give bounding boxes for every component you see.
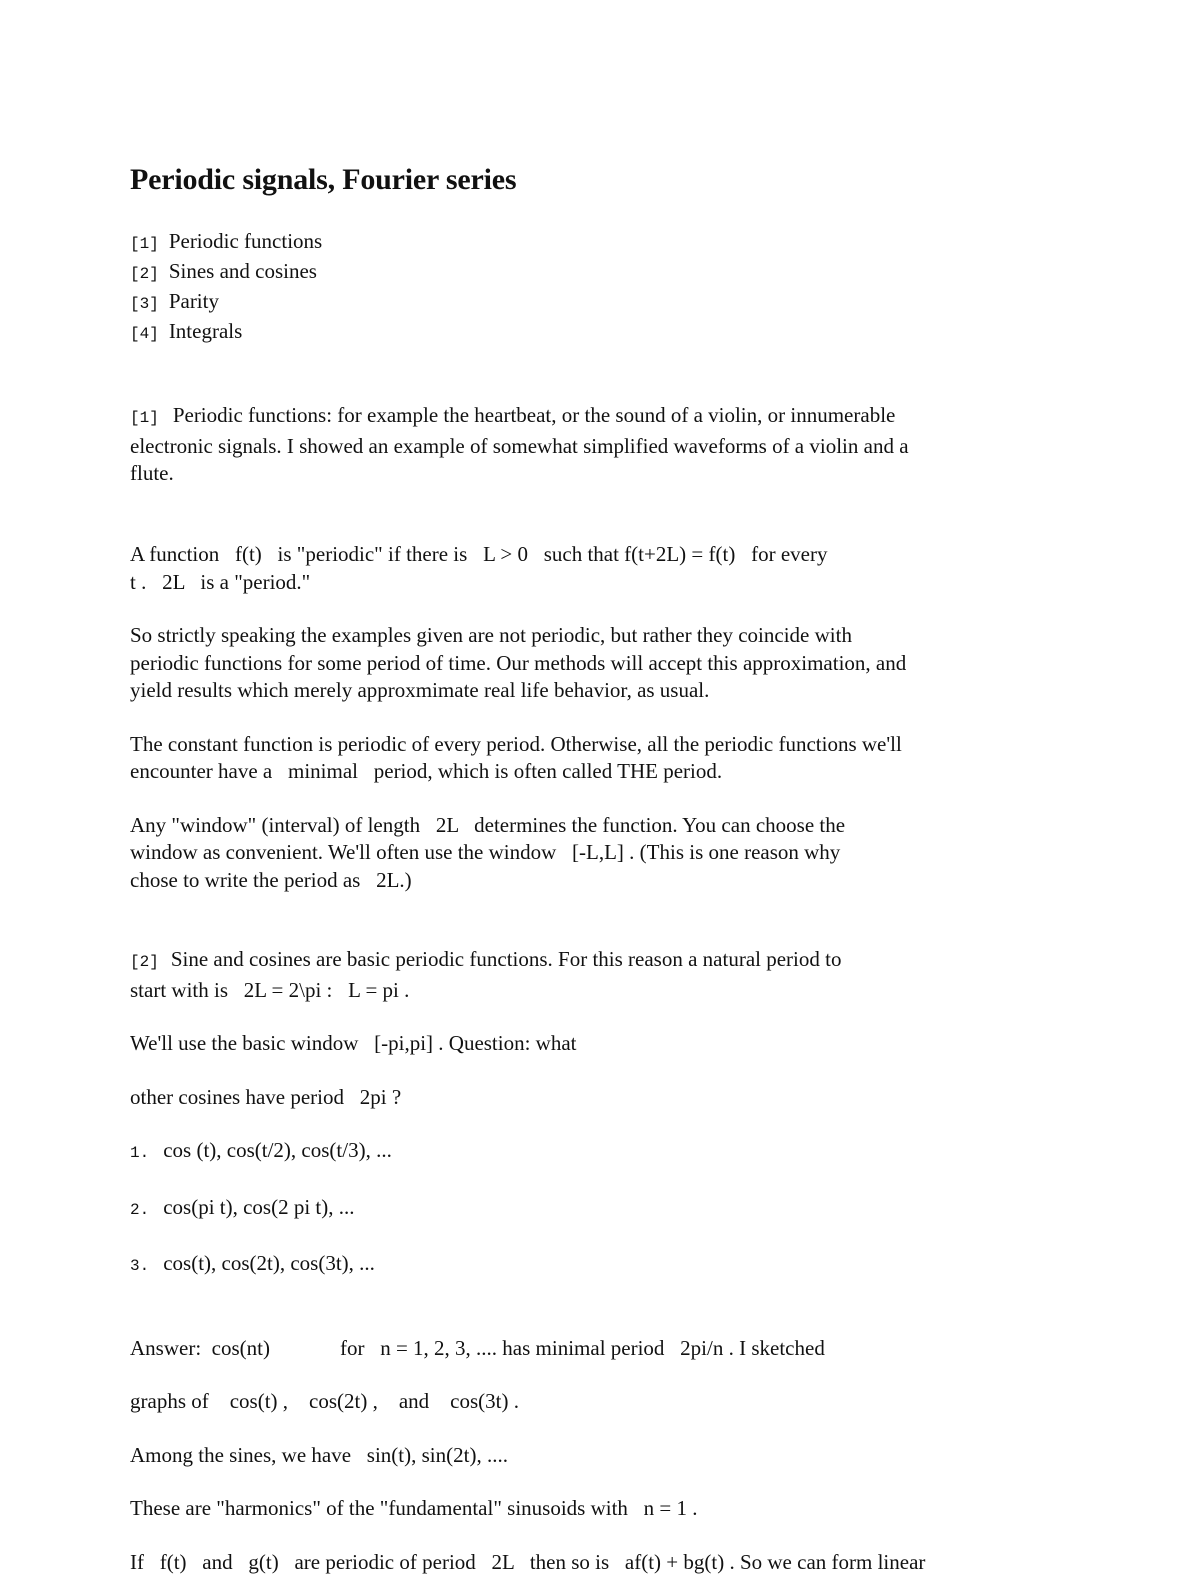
toc-item <box>130 228 1030 258</box>
text-line: A function f(t) is "periodic" if there is L > 0 such that f(t+2L) = f(t) for every <box>130 542 827 566</box>
paragraph-strictly <box>130 622 1030 705</box>
section-sines-cosines <box>130 946 1030 1576</box>
paragraph-constant <box>130 731 1030 786</box>
text-line: start with is 2L = 2\pi : L = pi . <box>130 978 409 1002</box>
option-number: 3. <box>130 1257 149 1275</box>
document-page <box>130 162 1030 1576</box>
paragraph-window <box>130 812 1030 895</box>
option-number: 1. <box>130 1144 149 1162</box>
text-line: window as convenient. We'll often use the window [-L,L] . (This is one reason why <box>130 840 840 864</box>
text-line: If f(t) and g(t) are periodic of period 2L then so is af(t) + bg(t) . So we can form linear <box>130 1550 925 1574</box>
table-of-contents <box>130 228 1030 348</box>
text-line: for n = 1, 2, 3, .... has minimal period 2pi/n . I sketched <box>340 1336 825 1360</box>
option-text: cos (t), cos(t/2), cos(t/3), ... <box>163 1138 392 1162</box>
option-item <box>130 1194 1030 1225</box>
toc-item-number: [1] <box>130 235 159 253</box>
text-line: other cosines have period 2pi ? <box>130 1085 401 1109</box>
option-item <box>130 1250 1030 1281</box>
text-line: These are "harmonics" of the "fundamental" sinusoids with n = 1 . <box>130 1496 698 1520</box>
text-line: Sine and cosines are basic periodic functions. For this reason a natural period to <box>171 947 842 971</box>
paragraph-harmonics <box>130 1495 1030 1523</box>
text-line: We'll use the basic window [-pi,pi] . Question: what <box>130 1031 577 1055</box>
option-text: cos(t), cos(2t), cos(3t), ... <box>163 1251 375 1275</box>
option-item <box>130 1137 1030 1168</box>
toc-item-label: Parity <box>169 289 219 313</box>
option-text: cos(pi t), cos(2 pi t), ... <box>163 1195 354 1219</box>
text-line: So strictly speaking the examples given are not periodic, but rather they coincide with <box>130 623 852 647</box>
toc-item-number: [3] <box>130 295 159 313</box>
page-title: Periodic signals, Fourier series <box>130 162 1030 198</box>
text-line: The constant function is periodic of every period. Otherwise, all the periodic functions we'll <box>130 732 902 756</box>
paragraph-sines <box>130 1442 1030 1470</box>
text-line: t . 2L is a "period." <box>130 570 310 594</box>
text-line: periodic functions for some period of time. Our methods will accept this approximation, and <box>130 651 906 675</box>
text-line: Among the sines, we have sin(t), sin(2t), .... <box>130 1443 508 1467</box>
paragraph-answer <box>130 1335 1030 1363</box>
section-number: [2] <box>130 953 159 971</box>
toc-item-label: Sines and cosines <box>169 259 317 283</box>
option-number: 2. <box>130 1201 149 1219</box>
text-line: flute. <box>130 461 174 485</box>
paragraph-definition <box>130 514 1030 597</box>
text-line: Answer: cos(nt) <box>130 1336 270 1360</box>
paragraph-intro <box>130 402 1030 488</box>
paragraph-graphs <box>130 1388 1030 1416</box>
toc-item <box>130 258 1030 288</box>
text-line: yield results which merely approxmimate real life behavior, as usual. <box>130 678 709 702</box>
paragraph-basic-window <box>130 1030 1030 1058</box>
paragraph-intro <box>130 946 1030 1004</box>
text-line: electronic signals. I showed an example of somewhat simplified waveforms of a violin and a <box>130 434 909 458</box>
text-line: encounter have a minimal period, which is often called THE period. <box>130 759 722 783</box>
toc-item <box>130 318 1030 348</box>
section-periodic-functions <box>130 402 1030 894</box>
text-line: graphs of cos(t) , cos(2t) , and cos(3t) . <box>130 1389 519 1413</box>
paragraph-question <box>130 1084 1030 1112</box>
toc-item-number: [4] <box>130 325 159 343</box>
text-line: chose to write the period as 2L.) <box>130 868 412 892</box>
toc-item-number: [2] <box>130 265 159 283</box>
text-line: Any "window" (interval) of length 2L determines the function. You can choose the <box>130 813 845 837</box>
toc-item-label: Periodic functions <box>169 229 322 253</box>
toc-item-label: Integrals <box>169 319 242 343</box>
text-line: Periodic functions: for example the heartbeat, or the sound of a violin, or innumerable <box>173 403 896 427</box>
toc-item <box>130 288 1030 318</box>
section-number: [1] <box>130 409 159 427</box>
